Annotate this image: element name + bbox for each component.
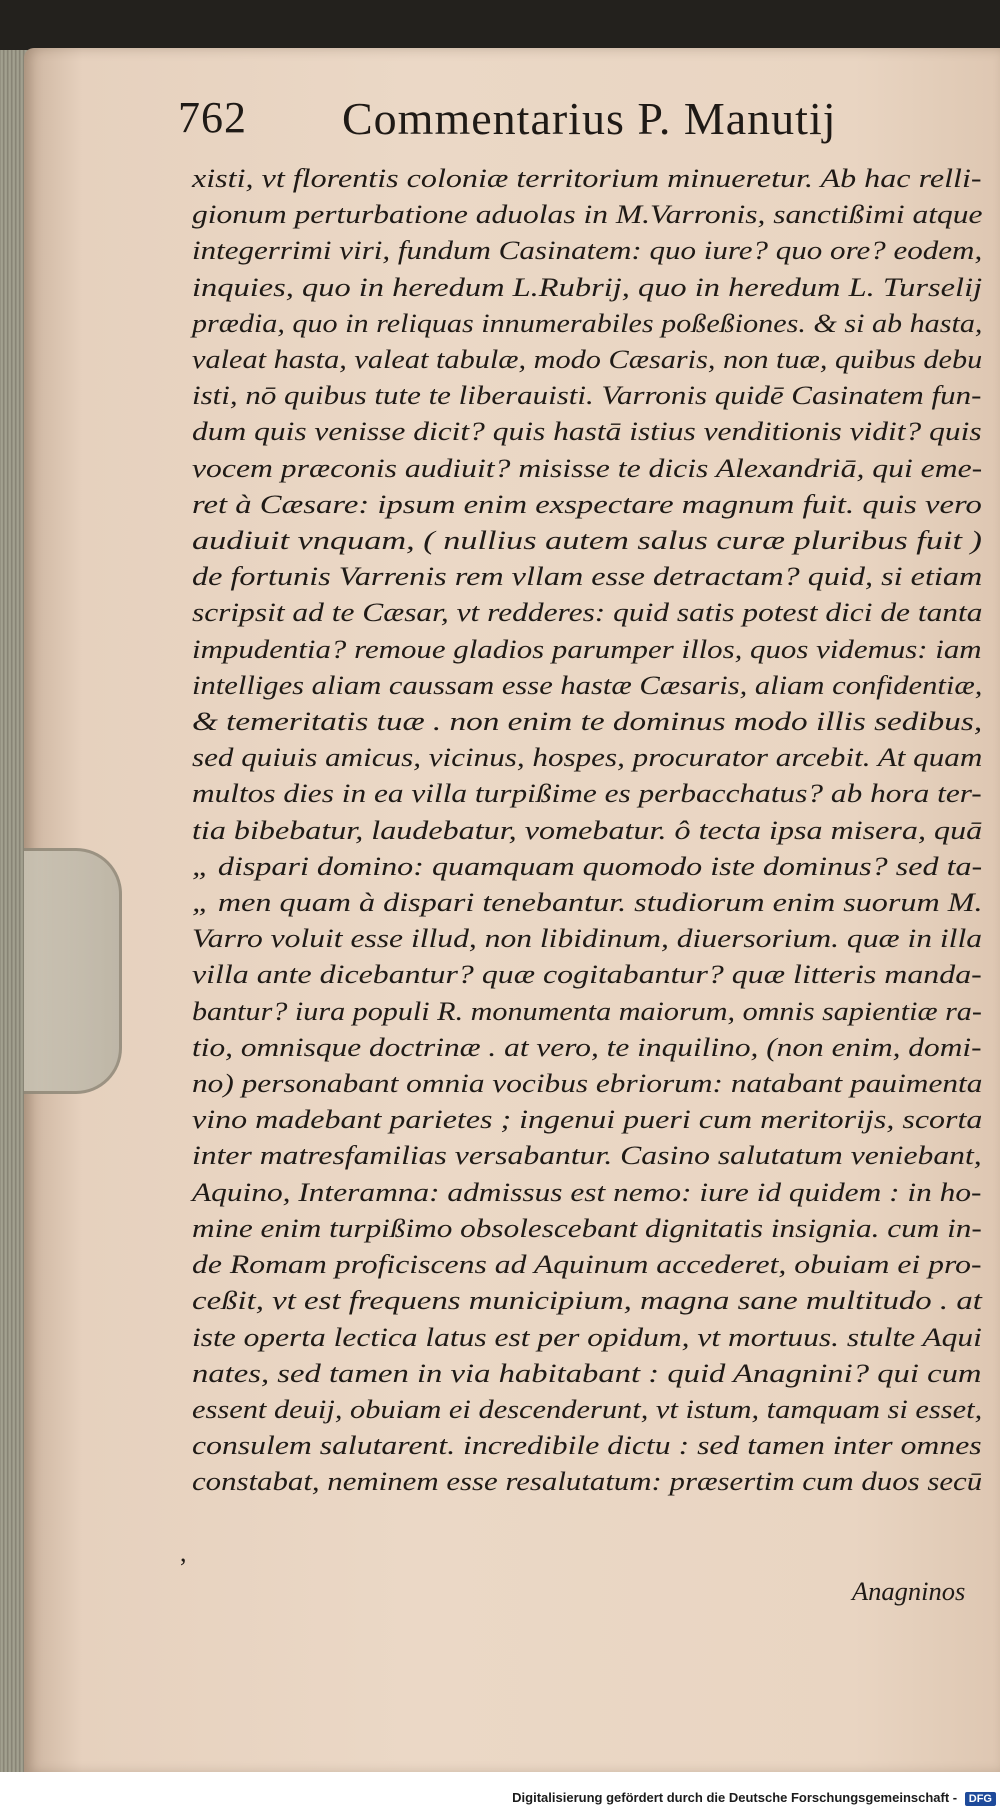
text-line: audiuit vnquam, ( nullius autem salus curæ pluribus fuit ) <box>192 525 982 556</box>
page-clip-tab <box>24 848 122 1094</box>
text-line: bantur? iura populi R. monumenta maiorum, omnis sapientiæ ra- <box>192 995 982 1026</box>
text-line: de Romam proficiscens ad Aquinum accederet, obuiam ei pro- <box>192 1249 982 1280</box>
text-line: intelliges aliam caussam esse hastæ Cæsaris, aliam confidentiæ, <box>192 669 983 700</box>
text-line: inquies, quo in heredum L.Rubrij, quo in heredum L. Turselij <box>192 271 983 302</box>
text-line: prædia, quo in reliquas innumerabiles poßeßiones. & si ab hasta, <box>192 307 983 338</box>
text-line: Aquino, Interamna: admissus est nemo: iure id quidem : in ho- <box>192 1176 982 1207</box>
text-line: mine enim turpißimo obsolescebant dignitatis insignia. cum in- <box>192 1212 982 1243</box>
text-line: impudentia? remoue gladios parumper illos, quos videmus: iam <box>192 633 982 664</box>
text-line: vino madebant parietes ; ingenui pueri cum meritorijs, scorta <box>192 1104 983 1135</box>
text-line: xisti, vt florentis coloniæ territorium minueretur. Ab hac relli- <box>192 163 982 193</box>
catchword: Anagninos <box>852 1576 966 1606</box>
text-line: multos dies in ea villa turpißime es perbacchatus? ab hora ter- <box>192 778 982 809</box>
text-line: isti, nō quibus tute te liberauisti. Varronis quidē Casinatem fun- <box>192 380 982 411</box>
text-line: vocem præconis audiuit? misisse te dicis Alexandriā, qui eme- <box>192 452 983 483</box>
text-line: tia bibebatur, laudebatur, vomebatur. ô tecta ipsa misera, quā <box>192 814 983 845</box>
text-line: Varro voluit esse illud, non libidinum, diuersorium. quæ in illa <box>192 923 983 954</box>
text-line: villa ante dicebantur? quæ cogitabantur? quæ litteris manda- <box>192 959 982 990</box>
margin-mark: , <box>180 1538 187 1567</box>
body-text <box>192 160 992 1500</box>
text-line: iste operta lectica latus est per opidum, vt mortuus. stulte Aqui <box>192 1321 982 1352</box>
text-line: tio, omnisque doctrinæ . at vero, te inquilino, (non enim, domi- <box>192 1031 982 1062</box>
text-line: no) personabant omnia vocibus ebriorum: natabant pauimenta <box>192 1068 983 1099</box>
text-line: valeat hasta, valeat tabulæ, modo Cæsaris, non tuæ, quibus debu <box>192 344 983 375</box>
text-line: consulem salutarent. incredibile dictu : sed tamen inter omnes <box>192 1430 982 1461</box>
text-line: ret à Cæsare: ipsum enim exspectare magnum fuit. quis vero <box>192 488 982 519</box>
text-line: inter matresfamilias versabantur. Casino salutatum veniebant, <box>192 1140 982 1171</box>
credit-text: Digitalisierung gefördert durch die Deutsche Forschungsgemeinschaft - <box>512 1790 958 1805</box>
scanner-background-top <box>0 0 1000 55</box>
page-header <box>178 92 978 152</box>
text-line: & temeritatis tuæ . non enim te dominus modo illis sedibus, <box>192 706 983 737</box>
text-line: gionum perturbatione aduolas in M.Varronis, sanctißimi atque <box>192 199 983 230</box>
running-head: Commentarius P. Manutij <box>342 93 837 144</box>
text-line: constabat, neminem esse resalutatum: præsertim cum duos secū <box>192 1466 983 1497</box>
text-line: scripsit ad te Cæsar, vt redderes: quid satis potest dici de tanta <box>192 597 983 628</box>
text-line: dum quis venisse dicit? quis hastā istius venditionis vidit? quis <box>192 416 982 447</box>
page-number: 762 <box>178 93 247 142</box>
text-line: „ dispari domino: quamquam quomodo iste dominus? sed ta- <box>192 850 983 881</box>
text-line: ceßit, vt est frequens municipium, magna sane multitudo . at <box>192 1285 982 1316</box>
text-line: sed quiuis amicus, vicinus, hospes, procurator arcebit. At quam <box>192 742 983 773</box>
text-line: nates, sed tamen in via habitabant : quid Anagnini? qui cum <box>192 1357 982 1388</box>
text-line: de fortunis Varrenis rem vllam esse detractam? quid, si etiam <box>192 561 983 592</box>
text-line: „ men quam à dispari tenebantur. studiorum enim suorum M. <box>192 887 983 918</box>
dfg-logo: DFG <box>965 1792 996 1806</box>
digitization-credit <box>0 1790 996 1806</box>
text-line: integerrimi viri, fundum Casinatem: quo iure? quo ore? eodem, <box>192 235 983 266</box>
text-line: essent deuij, obuiam ei descenderunt, vt istum, tamquam si esset, <box>192 1393 983 1424</box>
